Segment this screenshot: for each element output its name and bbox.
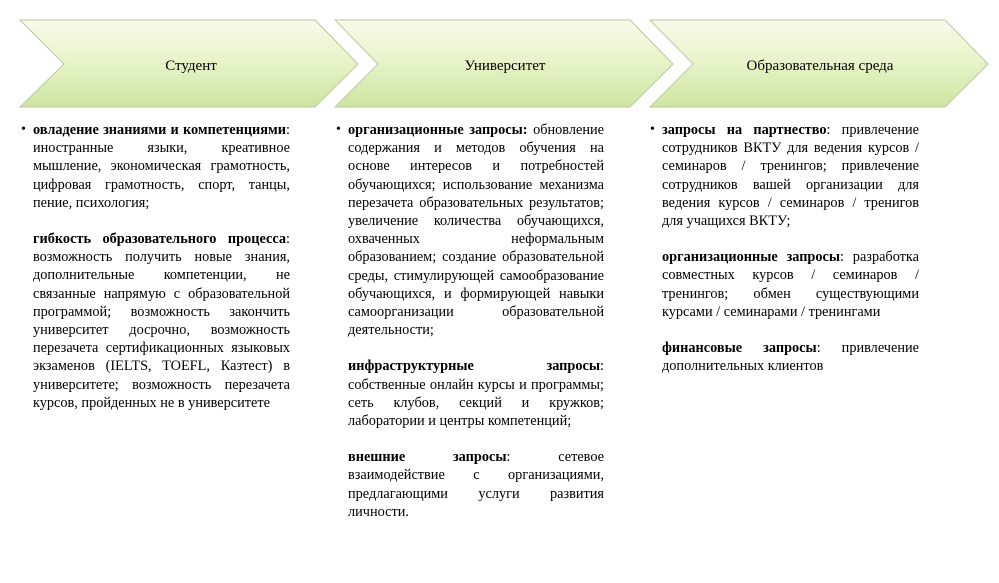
- bullet-marker: •: [650, 122, 655, 137]
- university-block-infrastructure-heading: инфраструктурные запросы: [348, 358, 601, 375]
- bullet-marker: •: [21, 122, 26, 137]
- student-requests-column: [21, 121, 290, 430]
- environment-block-financial-text: : привлечение дополнительных клиентов: [662, 340, 919, 375]
- university-block-external-heading: внешние запросы: [348, 449, 507, 466]
- university-block-external-text: : сетевое взаимодействие с организациями, предлагающими услуги развития личности.: [348, 449, 604, 520]
- environment-block-organizational: [662, 248, 919, 321]
- university-requests-column: [336, 121, 604, 539]
- stage-environment-label: Образовательная среда: [746, 58, 894, 74]
- environment-requests-column: [650, 121, 919, 393]
- university-block-organizational-heading: организационные запросы:: [348, 122, 528, 138]
- university-block-infrastructure: [348, 357, 604, 430]
- university-block-external: [348, 448, 604, 521]
- university-block-organizational-text: обновление содержания и методов обучения на основе интересов и потребностей обучающихся; использование механизма перезачета образовательных результатов; увеличение количества обучающихся, охваченных неформальным образованием; создание образовательной среды, стимулирующей самообразование обучающихся, и формирующей навыки самоорганизации образовательной деятельности;: [348, 122, 604, 339]
- environment-block-organizational-heading: организационные запросы: [662, 249, 841, 266]
- student-block-flexibility-heading: гибкость образовательного процесса: [33, 231, 287, 248]
- stage-university-label: Университет: [464, 58, 546, 74]
- environment-block-financial: [662, 339, 919, 375]
- student-block-flexibility-text: : возможность получить новые знания, дополнительные компетенции, не связанные напрямую с образовательной программой; возможность закончить университет досрочно, возможность перезачета сертификационных языковых экзаменов (IELTS, TOEFL, Казтест) в университете; возможность перезачета курсов, пройденных не в университете: [33, 231, 290, 411]
- student-block-flexibility: [33, 230, 290, 412]
- student-block-competencies-text: : иностранные языки, креативное мышление, экономическая грамотность, цифровая грамотность, спорт, танцы, пение, психология;: [33, 122, 290, 211]
- environment-block-partnership-heading: запросы на партнество: [662, 122, 827, 138]
- student-block-competencies-heading: овладение знаниями и компетенциями: [33, 122, 287, 138]
- stage-student-label: Студент: [165, 58, 217, 74]
- university-block-organizational: [336, 121, 604, 339]
- environment-block-financial-heading: финансовые запросы: [662, 340, 817, 357]
- student-block-competencies: [21, 121, 290, 212]
- environment-block-partnership-text: : привлечение сотрудников ВКТУ для ведения курсов / семинаров / тренингов; привлечение сотрудников вашей организации для ведения курсов / семинаров / тренигов для учащихся ВКТУ;: [662, 122, 919, 230]
- environment-block-organizational-text: : разработка совместных курсов / семинаров / тренингов; обмен существующими курсами / семинарами / тренингами: [662, 249, 919, 320]
- university-block-infrastructure-text: : собственные онлайн курсы и программы; сеть клубов, секций и кружков; лаборатории и центры компетенций;: [348, 358, 604, 430]
- bullet-marker: •: [336, 122, 341, 137]
- environment-block-partnership: [650, 121, 919, 230]
